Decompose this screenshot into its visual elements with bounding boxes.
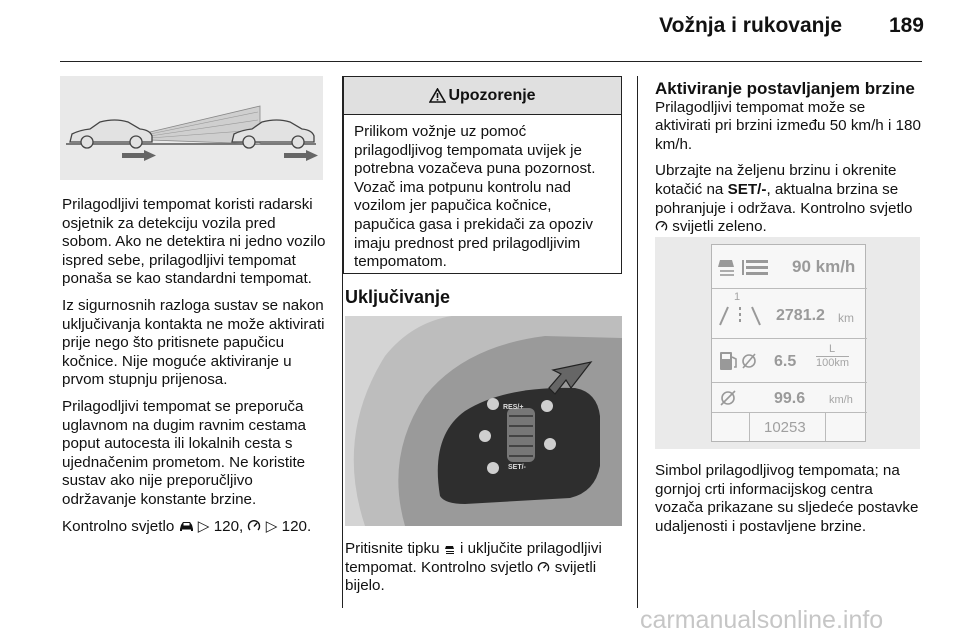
consumption-unit-top: L xyxy=(829,343,836,355)
car-icon xyxy=(179,520,194,533)
warning-box xyxy=(343,76,622,274)
road-icon xyxy=(718,305,762,327)
average-speed-value: 99.6 xyxy=(774,390,806,407)
radar-illustration xyxy=(60,76,323,180)
steering-wheel-icon xyxy=(345,316,622,526)
indicator-prefix: Kontrolno svjetlo xyxy=(62,517,175,535)
average-speed-unit: km/h xyxy=(829,394,853,406)
ref-arrow-icon: ▷ xyxy=(197,517,210,535)
paragraph-set-speed xyxy=(655,162,925,236)
paragraph-radar: Prilagodljivi tempomat koristi radarski osjetnik za detekciju vozila pred sobom. Ako ne detektira ni jedno vozilo ispred sebe, prilagodljivi tempomat ponaša se kao standardni tempomat. xyxy=(62,196,326,288)
warning-header xyxy=(344,77,621,115)
set-speed-value: 90 km/h xyxy=(792,257,856,276)
fuel-consumption-value: 6.5 xyxy=(774,353,797,370)
paragraph-switch-on xyxy=(345,540,625,596)
driver-info-display xyxy=(711,244,866,442)
right-column-caption xyxy=(655,462,925,544)
wheel-label-set: SET/- xyxy=(508,464,526,471)
switch-on-suffix: svijetli bijelo. xyxy=(345,558,597,595)
warning-triangle-icon xyxy=(429,88,446,103)
trip-distance-value: 2781.2 xyxy=(776,307,825,324)
fuel-pump-icon xyxy=(718,349,758,373)
odometer-right-cell xyxy=(825,413,865,441)
wheel-label-res: RES/+ xyxy=(503,404,524,411)
display-row-average xyxy=(712,383,867,413)
switch-on-mid: i uključite prilagodljivi tempomat. Kontrolno svjetlo xyxy=(345,540,602,576)
trip-index: 1 xyxy=(734,291,741,303)
adaptive-cruise-icon xyxy=(444,543,456,555)
paragraph-recommendation: Prilagodljivi tempomat se preporuča uglavnom na dugim ravnim cestama poput autocesta ili lokalnih cesta s ujednačenim prometom. Ne koristite sustav ako nije preporučljivo održavanje konstante brzine. xyxy=(62,397,306,508)
cruise-control-icon xyxy=(655,220,668,233)
adaptive-cruise-display-icon xyxy=(716,255,772,279)
warning-text: Prilikom vožnje uz pomoć prilagodljivog tempomata uvijek je potrebna vozačeva puna pozornost. Vozač ima potpunu kontrolu nad vozilom jer papučica kočnice, papučica gasa i prekidači za opoziv imaju prednost pred prilagodljivim tempomatom. xyxy=(354,123,596,271)
page-number: 189 xyxy=(888,14,924,37)
odometer-left-cell xyxy=(712,413,750,441)
watermark: carmanualsonline.info xyxy=(640,606,884,634)
middle-column-text xyxy=(345,540,625,604)
radar-cars-icon xyxy=(60,76,323,180)
page-header xyxy=(0,0,960,62)
trip-distance-unit: km xyxy=(838,311,854,325)
paragraph-safety: Iz sigurnosnih razloga sustav se nakon uključivanja kontakta ne može aktivirati prije nego što pritisnete papučicu kočnice. Nije moguće aktiviranje u prvom stupnju prijenosa. xyxy=(62,296,325,389)
left-column xyxy=(62,196,326,544)
cruise-control-icon xyxy=(537,561,550,574)
display-row-trip xyxy=(712,289,867,339)
display-row-consumption xyxy=(712,339,867,383)
paragraph-indicator xyxy=(62,518,326,537)
indicator-ref-1: 120, xyxy=(213,517,244,535)
indicator-ref-2: 120. xyxy=(281,517,312,535)
page-title: Vožnja i rukovanje xyxy=(659,14,842,37)
warning-heading: Upozorenje xyxy=(448,86,536,104)
odometer-value: 10253 xyxy=(764,419,806,436)
right-column xyxy=(655,80,925,245)
paragraph-speed-range: Prilagodljivi tempomat može se aktivirati pri brzini između 50 km/h i 180 km/h. xyxy=(655,98,921,153)
average-icon xyxy=(718,388,738,408)
cruise-control-icon xyxy=(247,519,261,533)
middle-column-heading xyxy=(345,288,623,307)
ref-arrow-icon: ▷ xyxy=(265,517,278,535)
display-row-speed xyxy=(712,245,867,289)
steering-wheel-photo xyxy=(345,316,622,526)
section-title-activate: Aktiviranje postavljanjem brzine xyxy=(655,79,915,98)
column-divider-right xyxy=(637,76,638,608)
switch-on-prefix: Pritisnite tipku xyxy=(345,540,440,557)
display-caption: Simbol prilagodljivog tempomata; na gornjoj crti informacijskog centra vozača prikazane su sljedeće postavke udaljenosti i postavljene brzine. xyxy=(655,462,919,535)
consumption-unit-bottom: 100km xyxy=(816,357,850,369)
set-speed-prefix: Ubrzajte na željenu brzinu i okrenite kotačić na xyxy=(655,162,897,198)
set-speed-suffix: svijetli zeleno. xyxy=(672,218,767,236)
section-title-switch-on: Uključivanje xyxy=(345,287,451,307)
header-rule xyxy=(60,61,922,62)
set-button-label: SET/- xyxy=(727,180,767,198)
set-speed-mid: , aktualna brzina se pohranjuje i održava. Kontrolno svjetlo xyxy=(655,180,913,217)
